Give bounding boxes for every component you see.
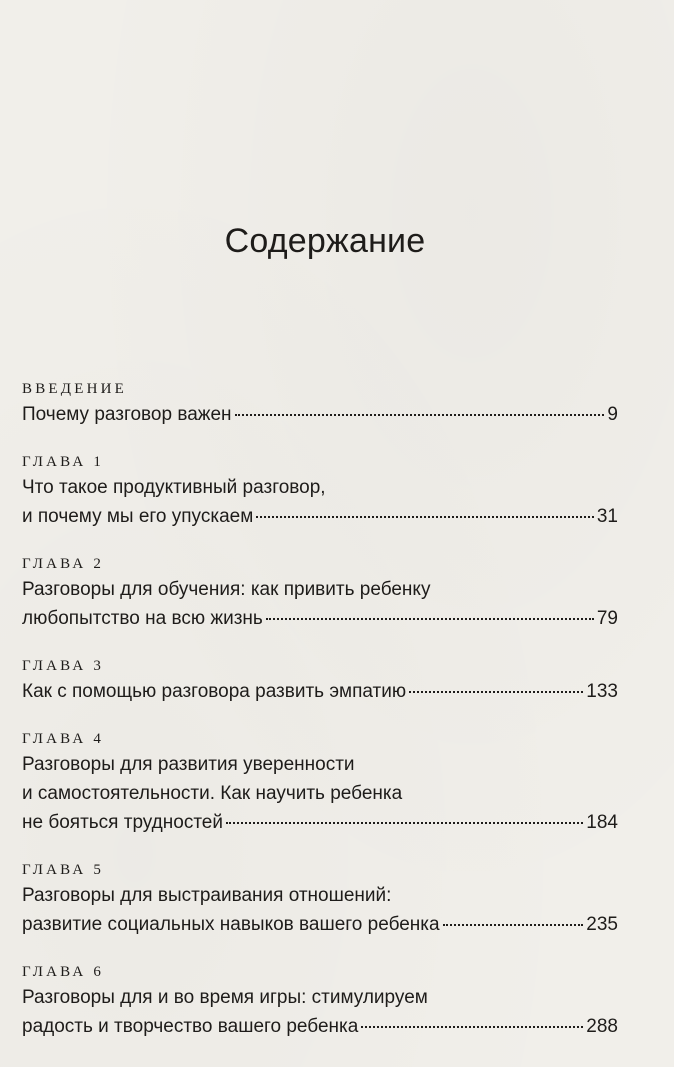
toc-title-line: Разговоры для обучения: как привить ребенку xyxy=(22,579,431,600)
chapter-label: ГЛАВА 5 xyxy=(22,862,105,878)
toc-title-line xyxy=(22,604,618,633)
toc-title-text: радость и творчество вашего ребенка xyxy=(22,1016,359,1037)
toc-title-line: и самостоятельности. Как научить ребенка xyxy=(22,783,403,804)
toc-title-line: Разговоры для и во время игры: стимулируем xyxy=(22,987,428,1008)
table-of-contents xyxy=(22,378,618,1063)
toc-title-line: Разговоры для выстраивания отношений: xyxy=(22,885,392,906)
toc-title-line xyxy=(22,1012,618,1041)
toc-title-line xyxy=(22,400,618,429)
chapter-label: ГЛАВА 3 xyxy=(22,658,105,674)
toc-title-text: Как с помощью разговора развить эмпатию xyxy=(22,681,407,702)
toc-title-text: развитие социальных навыков вашего ребенка xyxy=(22,914,440,935)
dot-leader xyxy=(409,691,583,693)
toc-title-text: Почему разговор важен xyxy=(22,404,232,425)
toc-title-line xyxy=(22,808,618,837)
dot-leader xyxy=(443,924,584,926)
toc-title-line xyxy=(22,910,618,939)
toc-title-line: Что такое продуктивный разговор, xyxy=(22,477,326,498)
toc-entry-introduction xyxy=(22,378,618,429)
chapter-label: ГЛАВА 1 xyxy=(22,454,105,470)
toc-title-line: Разговоры для развития уверенности xyxy=(22,754,355,775)
page-number: 288 xyxy=(586,1016,618,1037)
dot-leader xyxy=(256,516,594,518)
section-label: ВВЕДЕНИЕ xyxy=(22,381,127,397)
toc-entry-chapter-1 xyxy=(22,451,618,531)
toc-title-line xyxy=(22,502,618,531)
toc-entry-chapter-6 xyxy=(22,961,618,1041)
page-number: 9 xyxy=(607,404,618,425)
dot-leader xyxy=(266,618,594,620)
toc-title-line xyxy=(22,677,618,706)
chapter-label: ГЛАВА 6 xyxy=(22,964,105,980)
toc-entry-chapter-4 xyxy=(22,728,618,837)
page-number: 31 xyxy=(596,506,618,527)
dot-leader xyxy=(235,414,605,416)
page-title: Содержание xyxy=(224,222,426,260)
toc-title-text: не бояться трудностей xyxy=(22,812,223,833)
page-number: 184 xyxy=(586,812,618,833)
toc-title-text: любопытство на всю жизнь xyxy=(22,608,263,629)
toc-entry-chapter-5 xyxy=(22,859,618,939)
chapter-label: ГЛАВА 2 xyxy=(22,556,105,572)
toc-entry-chapter-3 xyxy=(22,655,618,706)
dot-leader xyxy=(361,1026,583,1028)
chapter-label: ГЛАВА 4 xyxy=(22,731,105,747)
toc-title-text: и почему мы его упускаем xyxy=(22,506,254,527)
page-number: 79 xyxy=(596,608,618,629)
page-number: 133 xyxy=(586,681,618,702)
toc-entry-chapter-2 xyxy=(22,553,618,633)
dot-leader xyxy=(226,822,583,824)
page-number: 235 xyxy=(586,914,618,935)
